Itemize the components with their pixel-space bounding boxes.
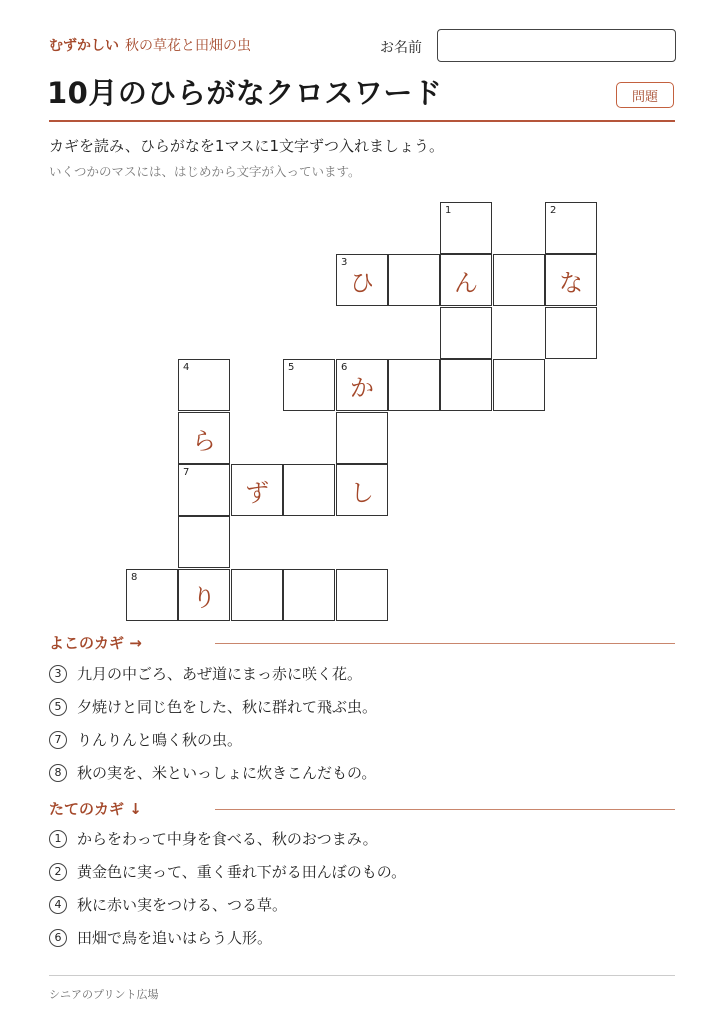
given-letter: ら — [192, 426, 216, 455]
clue-item — [49, 828, 378, 849]
grid-cell[interactable] — [545, 254, 597, 306]
cell-number: 5 — [288, 362, 295, 373]
given-letter: ひ — [350, 268, 374, 297]
cell-number: 2 — [550, 205, 557, 216]
grid-cell[interactable] — [336, 254, 388, 306]
clue-number: 7 — [49, 731, 67, 749]
grid-cell[interactable] — [126, 569, 178, 621]
grid-cell[interactable] — [545, 307, 597, 359]
clue-item — [49, 696, 377, 717]
clue-number: 3 — [49, 665, 67, 683]
clue-number: 8 — [49, 764, 67, 782]
grid-cell[interactable] — [231, 464, 283, 516]
grid-cell[interactable] — [545, 202, 597, 254]
grid-cell[interactable] — [178, 464, 230, 516]
clue-text: 秋に赤い実をつける、つる草。 — [77, 896, 288, 914]
grid-cell[interactable] — [178, 412, 230, 464]
footer-text: シニアのプリント広場 — [49, 988, 159, 1001]
grid-cell[interactable] — [336, 569, 388, 621]
title-divider — [49, 120, 675, 122]
grid-cell[interactable] — [178, 569, 230, 621]
clue-item — [49, 861, 406, 882]
clue-text: 秋の実を、米といっしょに炊きこんだもの。 — [77, 764, 377, 782]
clue-number: 1 — [49, 830, 67, 848]
clue-item — [49, 663, 362, 684]
given-letter: ん — [454, 268, 478, 297]
grid-cell[interactable] — [336, 412, 388, 464]
difficulty-line — [49, 35, 251, 55]
footer-divider — [49, 975, 675, 976]
clue-number: 6 — [49, 929, 67, 947]
down-divider — [215, 809, 675, 810]
clue-item — [49, 927, 272, 948]
cell-number: 1 — [445, 205, 452, 216]
clue-item — [49, 762, 376, 783]
difficulty-label: むずかしい — [49, 38, 119, 54]
clue-text: 黄金色に実って、重く垂れ下がる田んぼのもの。 — [77, 863, 407, 881]
down-heading: たてのカギ ↓ — [49, 800, 142, 818]
grid-cell[interactable] — [493, 254, 545, 306]
grid-cell[interactable] — [336, 464, 388, 516]
cell-number: 4 — [183, 362, 190, 373]
clue-number: 4 — [49, 896, 67, 914]
cell-number: 3 — [341, 257, 348, 268]
grid-cell[interactable] — [231, 569, 283, 621]
grid-cell[interactable] — [283, 464, 335, 516]
clue-number: 2 — [49, 863, 67, 881]
page-title: 10月のひらがなクロスワード — [47, 76, 443, 110]
grid-cell[interactable] — [440, 202, 492, 254]
grid-cell[interactable] — [336, 359, 388, 411]
across-divider — [215, 643, 675, 644]
clue-item — [49, 729, 242, 750]
clue-text: からをわって中身を食べる、秋のおつまみ。 — [77, 830, 378, 848]
name-label: お名前 — [380, 40, 422, 56]
clue-text: 田畑で鳥を追いはらう人形。 — [77, 929, 273, 947]
grid-cell[interactable] — [178, 516, 230, 568]
problem-badge: 問題 — [616, 82, 674, 108]
grid-cell[interactable] — [440, 359, 492, 411]
clue-number: 5 — [49, 698, 67, 716]
grid-cell[interactable] — [178, 359, 230, 411]
grid-cell[interactable] — [440, 254, 492, 306]
across-heading: よこのカギ → — [49, 634, 142, 652]
given-letter: な — [559, 268, 583, 297]
theme-label: 秋の草花と田畑の虫 — [125, 38, 251, 54]
given-letter: し — [350, 478, 374, 507]
cell-number: 7 — [183, 467, 190, 478]
clue-text: 夕焼けと同じ色をした、秋に群れて飛ぶ虫。 — [77, 698, 378, 716]
given-letter: ず — [245, 478, 269, 507]
given-letter: り — [192, 583, 216, 612]
clue-text: りんりんと鳴く秋の虫。 — [77, 731, 243, 749]
name-field[interactable] — [437, 29, 676, 62]
clue-text: 九月の中ごろ、あぜ道にまっ赤に咲く花。 — [77, 665, 363, 683]
cell-number: 8 — [131, 572, 138, 583]
cell-number: 6 — [341, 362, 348, 373]
clue-item — [49, 894, 287, 915]
grid-cell[interactable] — [283, 569, 335, 621]
grid-cell[interactable] — [388, 254, 440, 306]
given-letter: か — [350, 373, 374, 402]
grid-cell[interactable] — [283, 359, 335, 411]
grid-cell[interactable] — [440, 307, 492, 359]
grid-cell[interactable] — [493, 359, 545, 411]
instructions-text: カギを読み、ひらがなを1マスに1文字ずつ入れましょう。 — [49, 137, 444, 155]
grid-cell[interactable] — [388, 359, 440, 411]
instructions-note: いくつかのマスには、はじめから文字が入っています。 — [49, 164, 361, 179]
